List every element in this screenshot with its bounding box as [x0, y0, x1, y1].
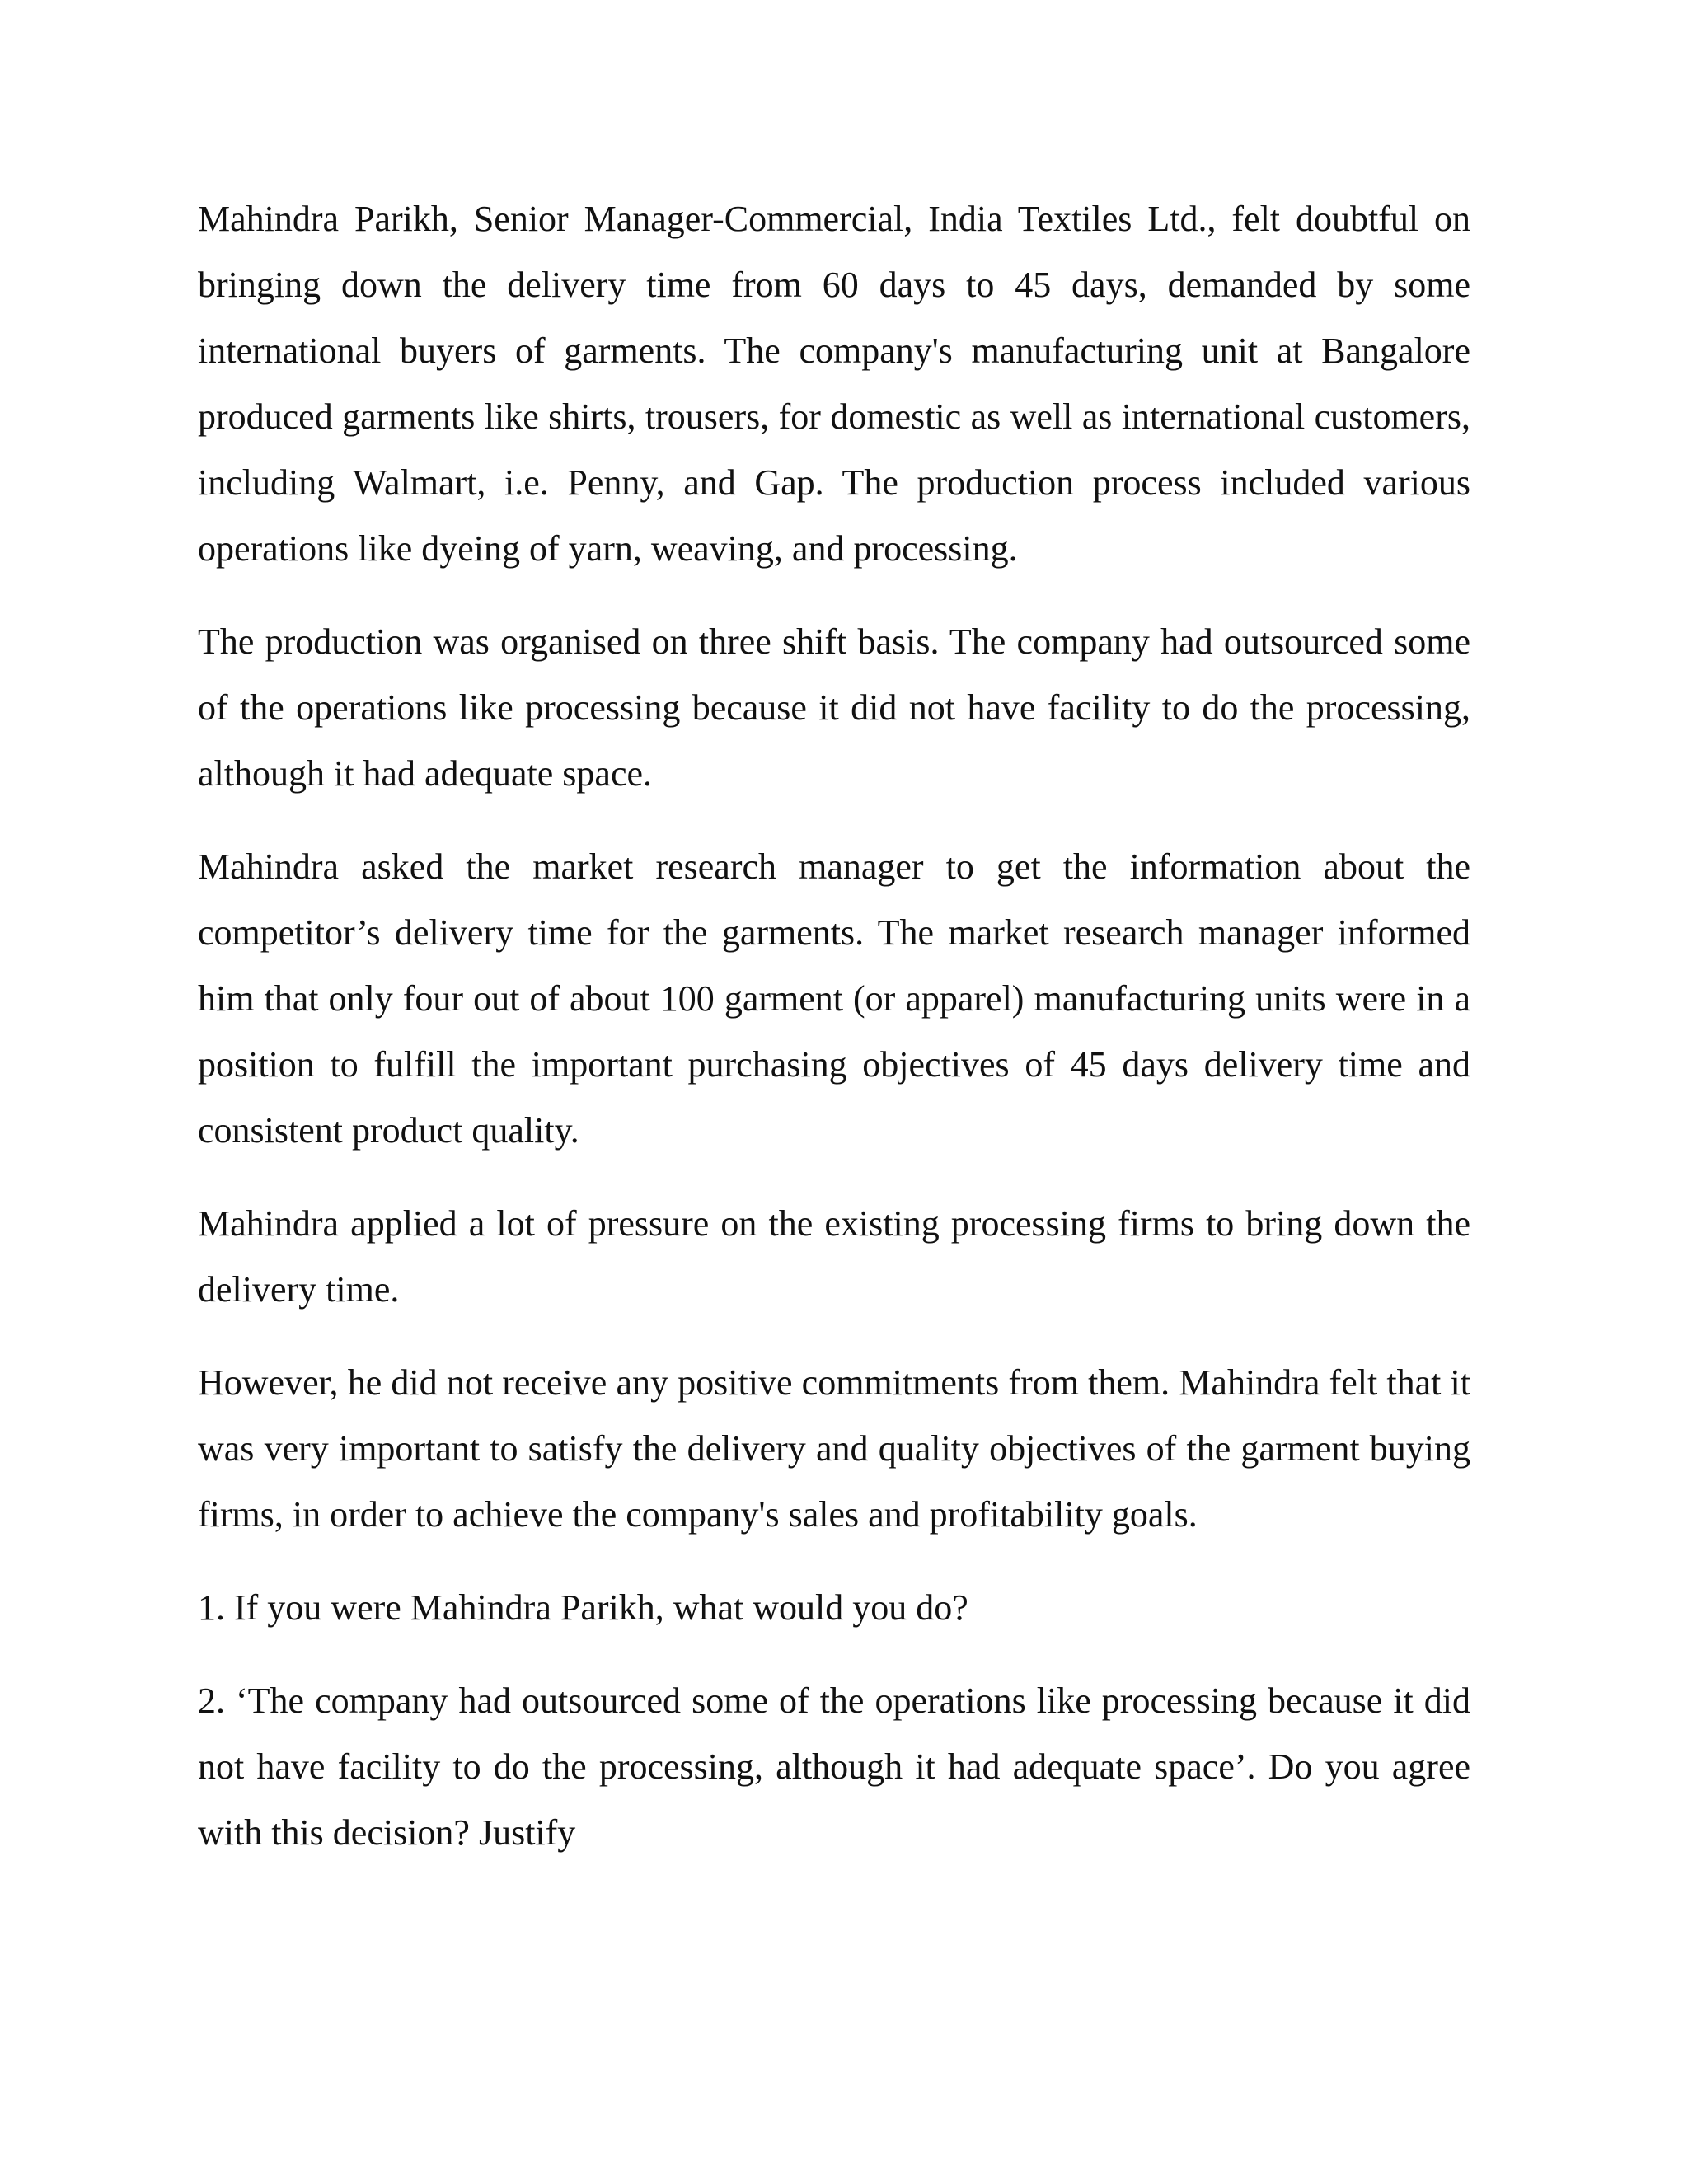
question-2: 2. ‘The company had outsourced some of the operations like processing because it did not have facility to do the processing, although it had adequate space’. Do you agree with this decision? Justify [198, 1680, 1470, 1853]
document-body [198, 186, 1470, 1866]
paragraph-market-research: Mahindra asked the market research manager to get the information about the competitor’s delivery time for the garments. The market research manager informed him that only four out of about 100 garment (or apparel) manufacturing units were in a position to fulfill the important purchasing objectives of 45 days delivery time and consistent product quality. [198, 846, 1470, 1151]
question-1: 1. If you were Mahindra Parikh, what would you do? [198, 1587, 968, 1628]
paragraph-production: The production was organised on three shift basis. The company had outsourced some of the operations like processing because it did not have facility to do the processing, although it had adequate space. [198, 621, 1470, 794]
paragraph-pressure: Mahindra applied a lot of pressure on the existing processing firms to bring down the delivery time. [198, 1203, 1470, 1310]
paragraph-intro: Mahindra Parikh, Senior Manager-Commercial, India Textiles Ltd., felt doubtful on bringing down the delivery time from 60 days to 45 days, demanded by some international buyers of garments. The company's manufacturing unit at Bangalore produced garments like shirts, trousers, for domestic as well as international customers, including Walmart, i.e. Penny, and Gap. The production process included various operations like dyeing of yarn, weaving, and processing. [198, 199, 1470, 569]
paragraph-commitments: However, he did not receive any positive commitments from them. Mahindra felt that it was very important to satisfy the delivery and quality objectives of the garment buying firms, in order to achieve the company's sales and profitability goals. [198, 1362, 1470, 1535]
